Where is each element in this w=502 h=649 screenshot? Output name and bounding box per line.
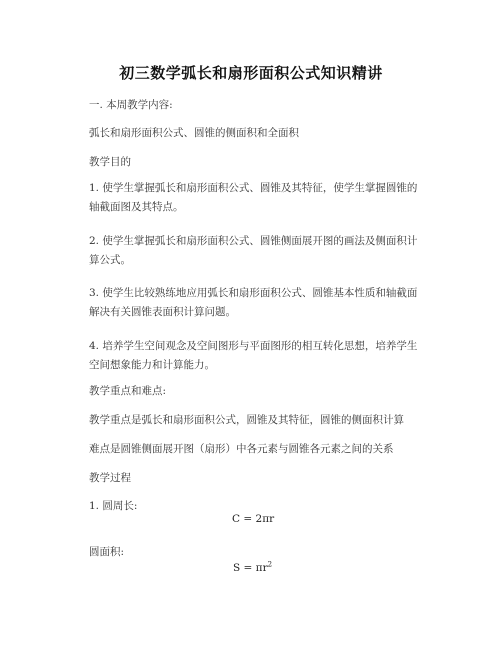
goals-heading: 教学目的: [89, 156, 131, 168]
item-1-label: 1. 圆周长:: [89, 500, 138, 512]
focus-difficult-text: 难点是圆锥侧面展开图（扇形）中各元素与圆锥各元素之间的关系: [89, 443, 394, 455]
area-formula: [233, 562, 272, 574]
section-heading-content: 一. 本周教学内容:: [89, 99, 173, 111]
process-heading: 教学过程: [89, 472, 131, 484]
section-content-text: 弧长和扇形面积公式、圆锥的侧面积和全面积: [89, 127, 299, 139]
focus-main-text: 教学重点是弧长和扇形面积公式，圆锥及其特征，圆锥的侧面积计算: [89, 414, 404, 426]
goal-item-4: 4. 培养学生空间观念及空间图形与平面图形的相互转化思想，培养学生空间想象能力和计算能力。: [89, 340, 418, 371]
focus-heading: 教学重点和难点:: [89, 385, 167, 397]
circumference-formula: C = 2πr: [232, 513, 275, 525]
goal-item-3: 3. 使学生比较熟练地应用弧长和扇形面积公式、圆锥基本性质和轴截面解决有关圆锥表面积计算问题。: [89, 287, 418, 318]
area-formula-base: S = πr: [233, 562, 268, 574]
page-title: 初三数学弧长和扇形面积公式知识精讲: [119, 64, 383, 82]
goal-item-2: 2. 使学生掌握弧长和扇形面积公式、圆锥侧面展开图的画法及侧面积计算公式。: [89, 235, 418, 266]
area-formula-exponent: 2: [267, 560, 273, 569]
area-label: 圆面积:: [89, 546, 125, 558]
goal-item-1: 1. 使学生掌握弧长和扇形面积公式、圆锥及其特征，使学生掌握圆锥的轴截面图及其特点。: [89, 182, 418, 213]
